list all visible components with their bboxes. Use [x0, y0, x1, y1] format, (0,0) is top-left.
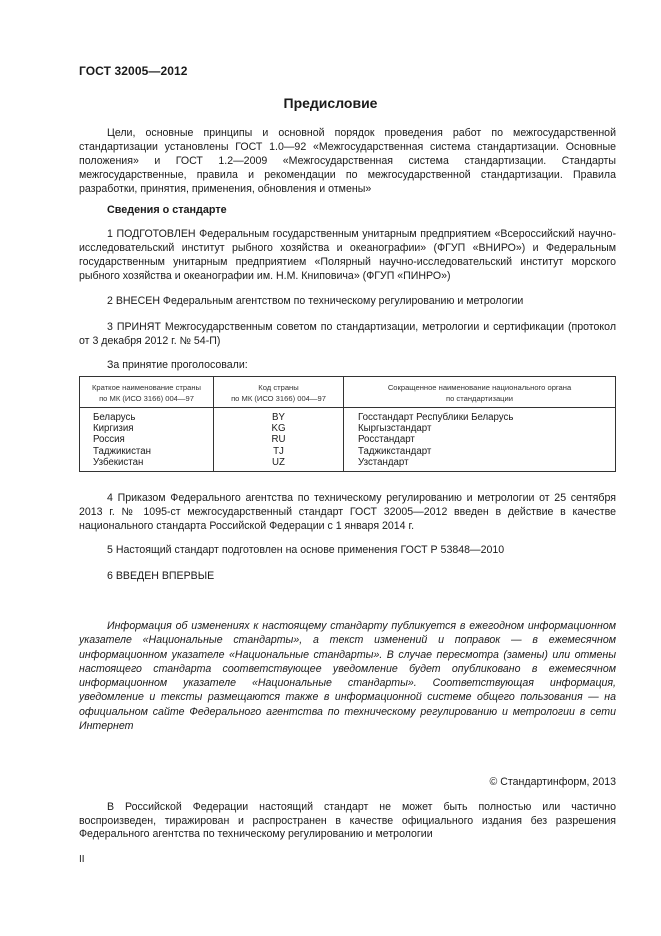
item-2-paragraph: [79, 294, 616, 308]
country-cell: Беларусь: [80, 408, 214, 424]
code-cell: KG: [214, 423, 344, 434]
page-title: Предисловие: [283, 95, 378, 111]
item-3-paragraph: [79, 320, 616, 348]
table-row: [80, 446, 616, 457]
org-cell: Кыргызстандарт: [344, 423, 616, 434]
country-name-header: [80, 377, 214, 408]
country-cell: Узбекистан: [80, 457, 214, 472]
reproduction-notice: [79, 801, 616, 842]
item-6-paragraph: [79, 569, 616, 583]
item-5-text: 5 Настоящий стандарт подготовлен на основе применения ГОСТ Р 53848—2010: [107, 544, 505, 556]
voting-states-table: [79, 376, 616, 472]
code-cell: BY: [214, 408, 344, 424]
country-cell: Киргизия: [80, 423, 214, 434]
changes-info-notice: [79, 619, 616, 733]
item-1-paragraph: [79, 227, 616, 283]
item-6-text: 6 ВВЕДЕН ВПЕРВЫЕ: [107, 570, 215, 582]
country-header-line-2: по МК (ИСО 3166) 004—97: [99, 394, 194, 403]
copyright-line: © Стандартинформ, 2013: [489, 776, 616, 788]
table-row: [80, 408, 616, 424]
document-code-header: ГОСТ 32005—2012: [79, 64, 188, 78]
country-cell: Таджикистан: [80, 446, 214, 457]
section-subheading: Сведения о стандарте: [107, 204, 227, 216]
item-1-text: 1 ПОДГОТОВЛЕН Федеральным государственным унитарным предприятием «Всероссийский научно-исследовательский институт рыбного хозяйства и океанографии» (ФГУП «ВНИРО») и Федеральным государственным унитарным предприятием «Полярный научно-исследовательский институт морского рыбного хозяйства и океанографии им. Н.М. Книповича» (ФГУП «ПИНРО»): [79, 228, 616, 283]
changes-info-text: Информация об изменениях к настоящему стандарту публикуется в ежегодном информационном указателе «Национальные стандарты», а текст изменений и поправок — в ежемесячном информационном указателе «Национальные стандарты». В случае пересмотра (замены) или отмены настоящего стандарта соответствующее уведомление будет опубликовано в ежемесячном информационном указателе «Национальные стандарты». Соответствующая информация, уведомление и тексты размещаются также в информационной системе общего пользования — на официальном сайте Федерального агентства по техническому регулированию и метрологии в сети Интернет: [79, 620, 616, 733]
item-4-text: 4 Приказом Федерального агентства по техническому регулированию и метрологии от 25 сентября 2013 г. № 1095-ст межгосударственный стандарт ГОСТ 32005—2012 введен в действие в качестве национального стандарта Российской Федерации с 1 января 2014 г.: [79, 492, 616, 533]
intro-text: Цели, основные принципы и основной порядок проведения работ по межгосударственной стандартизации установлены ГОСТ 1.0—92 «Межгосударственная система стандартизации. Основные положения» и ГОСТ 1.2—2009 «Межгосударственная система стандартизации. Стандарты межгосударственные, правила и рекомендации по межгосударственной стандартизации. Правила разработки, принятия, применения, обновления и отмены»: [79, 127, 616, 196]
item-4-paragraph: [79, 491, 616, 533]
code-cell: RU: [214, 434, 344, 445]
item-2-text: 2 ВНЕСЕН Федеральным агентством по техническому регулированию и метрологии: [107, 295, 524, 307]
country-cell: Россия: [80, 434, 214, 445]
item-3-text: 3 ПРИНЯТ Межгосударственным советом по стандартизации, метрологии и сертификации (протокол от 3 декабря 2012 г. № 54-П): [79, 321, 616, 348]
standards-body-header: [344, 377, 616, 408]
page-number: II: [79, 854, 85, 865]
org-cell: Госстандарт Республики Беларусь: [344, 408, 616, 424]
reproduction-text: В Российской Федерации настоящий стандарт не может быть полностью или частично воспроизведен, тиражирован и распространен в качестве официального издания без разрешения Федерального агентства по техническому регулированию и метрологии: [79, 801, 616, 841]
table-row: [80, 423, 616, 434]
country-code-header: [214, 377, 344, 408]
table-header-row: [80, 377, 616, 408]
org-header-line-2: по стандартизации: [445, 394, 514, 403]
code-header-line-1: Код страны: [258, 383, 299, 392]
org-header-line-1: Сокращенное наименование национального органа: [387, 383, 572, 392]
org-cell: Таджикстандарт: [344, 446, 616, 457]
table-row: [80, 457, 616, 472]
org-cell: Узстандарт: [344, 457, 616, 472]
code-cell: UZ: [214, 457, 344, 472]
org-cell: Росстандарт: [344, 434, 616, 445]
code-header-line-2: по МК (ИСО 3166) 004—97: [231, 394, 326, 403]
table-row: [80, 434, 616, 445]
item-5-paragraph: [79, 543, 616, 557]
vote-label: За принятие проголосовали:: [107, 359, 248, 371]
country-header-line-1: Краткое наименование страны: [92, 383, 201, 392]
intro-paragraph: [79, 126, 616, 196]
code-cell: TJ: [214, 446, 344, 457]
